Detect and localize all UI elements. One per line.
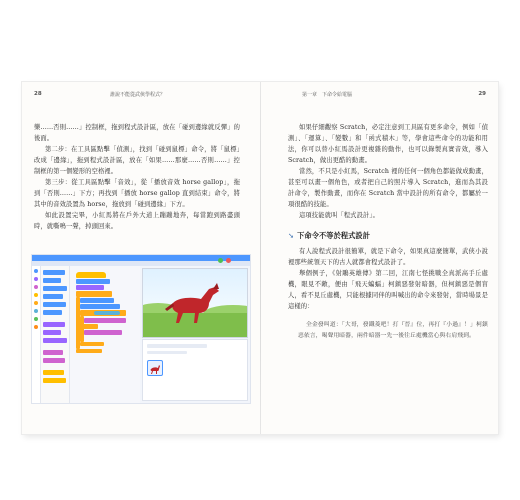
motion-category-icon	[34, 269, 38, 273]
stage-area	[142, 268, 248, 338]
palette-block	[43, 330, 61, 335]
palette-block	[43, 294, 63, 299]
block-palette	[41, 266, 70, 403]
arrow-right-icon: ➘	[288, 231, 295, 240]
palette-block	[43, 378, 66, 383]
motion-block	[76, 279, 110, 284]
palette-block	[43, 322, 65, 327]
move-steps-block	[80, 298, 114, 303]
palette-block	[43, 310, 62, 315]
operators-category-icon	[34, 317, 38, 321]
left-paragraph-2: 第二步：在工具區點擊「偵測」，找到「碰到鼠標」命令，將「鼠標」改成「邊緣」，拖到程式設計區，放在「如果……那麼……否則……」控制框的第一個變形的空格裡。	[34, 146, 240, 175]
looks-block	[76, 285, 104, 290]
book-gutter	[260, 82, 261, 434]
left-page-number: 28	[34, 91, 42, 97]
forever-block	[76, 291, 112, 297]
play-sound-until-done-block	[84, 318, 126, 323]
horse-sprite-icon	[143, 269, 247, 337]
else-label-block	[80, 324, 98, 329]
right-page	[278, 82, 492, 434]
forever-end	[76, 349, 102, 353]
scratch-editor-screenshot	[31, 254, 251, 404]
right-page-body	[278, 122, 492, 342]
palette-block	[43, 370, 64, 375]
horse-thumb-icon	[148, 362, 162, 376]
sprite-info-bar	[147, 351, 187, 354]
section-heading	[288, 230, 488, 241]
variables-category-icon	[34, 325, 38, 329]
sound-category-icon	[34, 285, 38, 289]
palette-block	[43, 302, 66, 307]
palette-block	[43, 358, 65, 363]
if-else-end	[80, 342, 104, 346]
left-paragraph-1: 樂……否則……」控制框，拖到程式設計區，放在「碰到邊緣就反彈」的後面。	[34, 124, 240, 142]
left-paragraph-3: 第三步：從工具區點擊「音效」，從「播放音效 horse gallop」，拖到「否則……」下方；再找到「播放 horse gallop 直到結束」命令，將其中的音效設置為 horse，拖放到「碰到邊緣」下方。	[34, 179, 240, 208]
left-page-body	[28, 122, 246, 232]
play-sound-block	[84, 330, 122, 335]
left-running-title: 誰說不能從武俠學程式？	[110, 92, 166, 98]
bounce-on-edge-block	[80, 304, 120, 309]
right-paragraph-3: 這項技能就叫「程式設計」。	[299, 212, 380, 219]
green-flag-icon	[218, 258, 223, 263]
palette-block	[43, 270, 65, 275]
section-paragraph-1: 有人說程式設計很簡單，就是下命令，如果真這麼簡單，武俠小說裡那些統領天下的古人就都會程式設計了。	[288, 248, 488, 266]
horse-sprite-thumbnail	[147, 360, 163, 376]
palette-block	[43, 350, 63, 355]
right-page-number: 29	[478, 91, 486, 97]
section-heading-text: 下命令不等於程式設計	[297, 231, 371, 240]
block-quote	[298, 320, 488, 342]
sprite-info-bar	[147, 344, 207, 348]
palette-block	[43, 286, 67, 291]
palette-block	[43, 338, 67, 343]
right-page-header	[278, 91, 492, 105]
block-category-list	[32, 266, 41, 403]
section-paragraph-2: 舉個例子，《射鵰英雄傳》第二回，江南七怪挑戰全真派高手丘處機，眼見不敵，便由「飛天蝙蝠」柯鎮惡發射暗器，但柯鎮惡是個盲人，看不見丘處機，只能根據同伴的叫喊出的命令來發射，當時場景是這樣的：	[288, 270, 488, 310]
sensing-category-icon	[34, 309, 38, 313]
control-category-icon	[34, 301, 38, 305]
right-paragraph-2: 當然，不只是小紅馬，Scratch 裡的任何一個角色都能做成動畫，甚至可以畫一個角色，或者把自己的照片導入 Scratch，進而為其設計命令，製作動畫，而你在 Scratch 當中設計的所有命令，都屬於一項很酷的技能。	[288, 168, 488, 208]
left-page-header	[28, 91, 246, 105]
script-area	[70, 266, 140, 403]
stop-sign-icon	[226, 258, 231, 263]
right-running-title: 第一章 下命令給電腦	[302, 92, 353, 98]
palette-block	[43, 278, 61, 283]
right-paragraph-1: 如果仔細觀察 Scratch，必定注意到工具區有更多命令，例如「偵測」、「運算」、「變數」和「函式積木」等，學會這些命令的功能和用法，你可以替小紅馬設計更複雜的動作，也可以錄製真實音效，導入 Scratch，做出更酷的動畫。	[288, 124, 488, 164]
left-paragraph-4: 如此設置完畢，小紅馬將在戶外大道上蹦蹦地奔，每當跑到路盡頭時，就嘶鳴一聲，掉頭回來。	[34, 212, 240, 230]
events-category-icon	[34, 293, 38, 297]
touching-edge-block	[94, 311, 120, 315]
sprite-pane	[142, 339, 248, 401]
when-flag-clicked-block	[76, 272, 106, 278]
looks-category-icon	[34, 277, 38, 281]
quote-text: 全金發叫道：「大哥，發鐵菱吧！打『晉』位，再打『小過』！」柯鎮惡依言，喝聲用暗器，兩件暗器一先一後往丘處機當心與右肩飛到。	[298, 322, 488, 339]
